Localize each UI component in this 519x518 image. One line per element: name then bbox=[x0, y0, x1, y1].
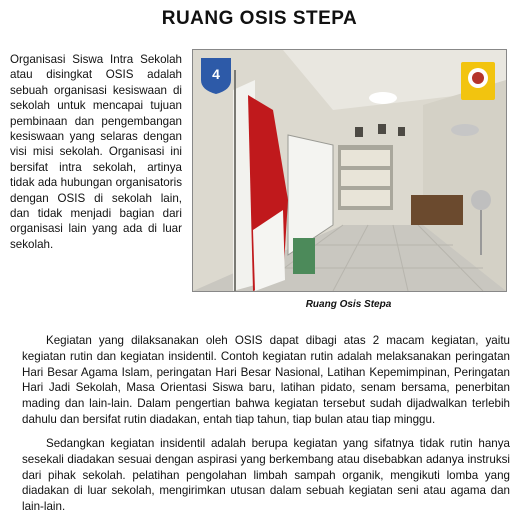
room-scene bbox=[193, 50, 506, 291]
photo-caption: Ruang Osis Stepa bbox=[305, 299, 392, 310]
cabinet-shelf bbox=[341, 190, 390, 206]
wall-frame bbox=[378, 124, 386, 134]
wall-frame bbox=[398, 127, 405, 136]
ceiling-lamp bbox=[369, 92, 397, 104]
osis-room-photo bbox=[192, 49, 507, 292]
intro-paragraph: Organisasi Siswa Intra Sekolah atau disingkat OSIS adalah sebuah organisasi kesiswaan di sekolah untuk mencapai tujuan pembinaan dan pengembangan kesiswaan yang selaras dengan visi misi sekolah. Organisasi ini bersifat intra sekolah, artinya tidak ada hubungan organisatoris dengan OSIS di sekolah lain, dan tidak menjadi bagian dari organisasi lain yang ada di luar sekolah. bbox=[10, 53, 182, 251]
standing-fan bbox=[471, 190, 491, 210]
paragraph-routine-activities: Kegiatan yang dilaksanakan oleh OSIS dapat dibagi atas 2 macam kegiatan, yaitu kegiatan rutin dan kegiatan insidentil. Contoh kegiatan rutin adalah melaksanakan peringatan Hari Besar Agama Islam, peringatan Hari Besar Nasional, Latihan Kepemimpinan, Peringatan Hari Jadi Sekolah, Masa Orientasi Siswa baru, latihan pidato, senam bersama, penerbitan mading dan lain-lain. Dalam pengertian bahwa kegiatan tersebut sudah dijadwalkan terlebih dahulu dan bersifat rutin diadakan, entah tiap tahun, tiap bulan atau tiap minggu. bbox=[22, 334, 510, 426]
wall-frame bbox=[355, 127, 363, 137]
green-chair bbox=[293, 238, 315, 274]
paragraph-incidental-activities: Sedangkan kegiatan insidentil adalah berupa kegiatan yang sifatnya tidak rutin hanya sesekali diadakan sesuai dengan aspirasi yang berkembang atau disebabkan adanya instruksi dari pihak sekolah. pelatihan pengolahan limbah sampah organik, mengikuti lomba yang diadakan di luar sekolah, mengirimkan utusan dalam sebuah kegiatan seni atau agama dan lain-lain. bbox=[22, 437, 510, 514]
wall-fan bbox=[451, 124, 479, 136]
cabinet-shelf bbox=[341, 170, 390, 186]
svg-text:4: 4 bbox=[212, 66, 220, 82]
cabinet-shelf bbox=[341, 150, 390, 166]
school-logo bbox=[201, 58, 231, 94]
desk bbox=[411, 195, 463, 225]
osis-logo bbox=[461, 62, 495, 100]
page-title: RUANG OSIS STEPA bbox=[161, 8, 358, 29]
